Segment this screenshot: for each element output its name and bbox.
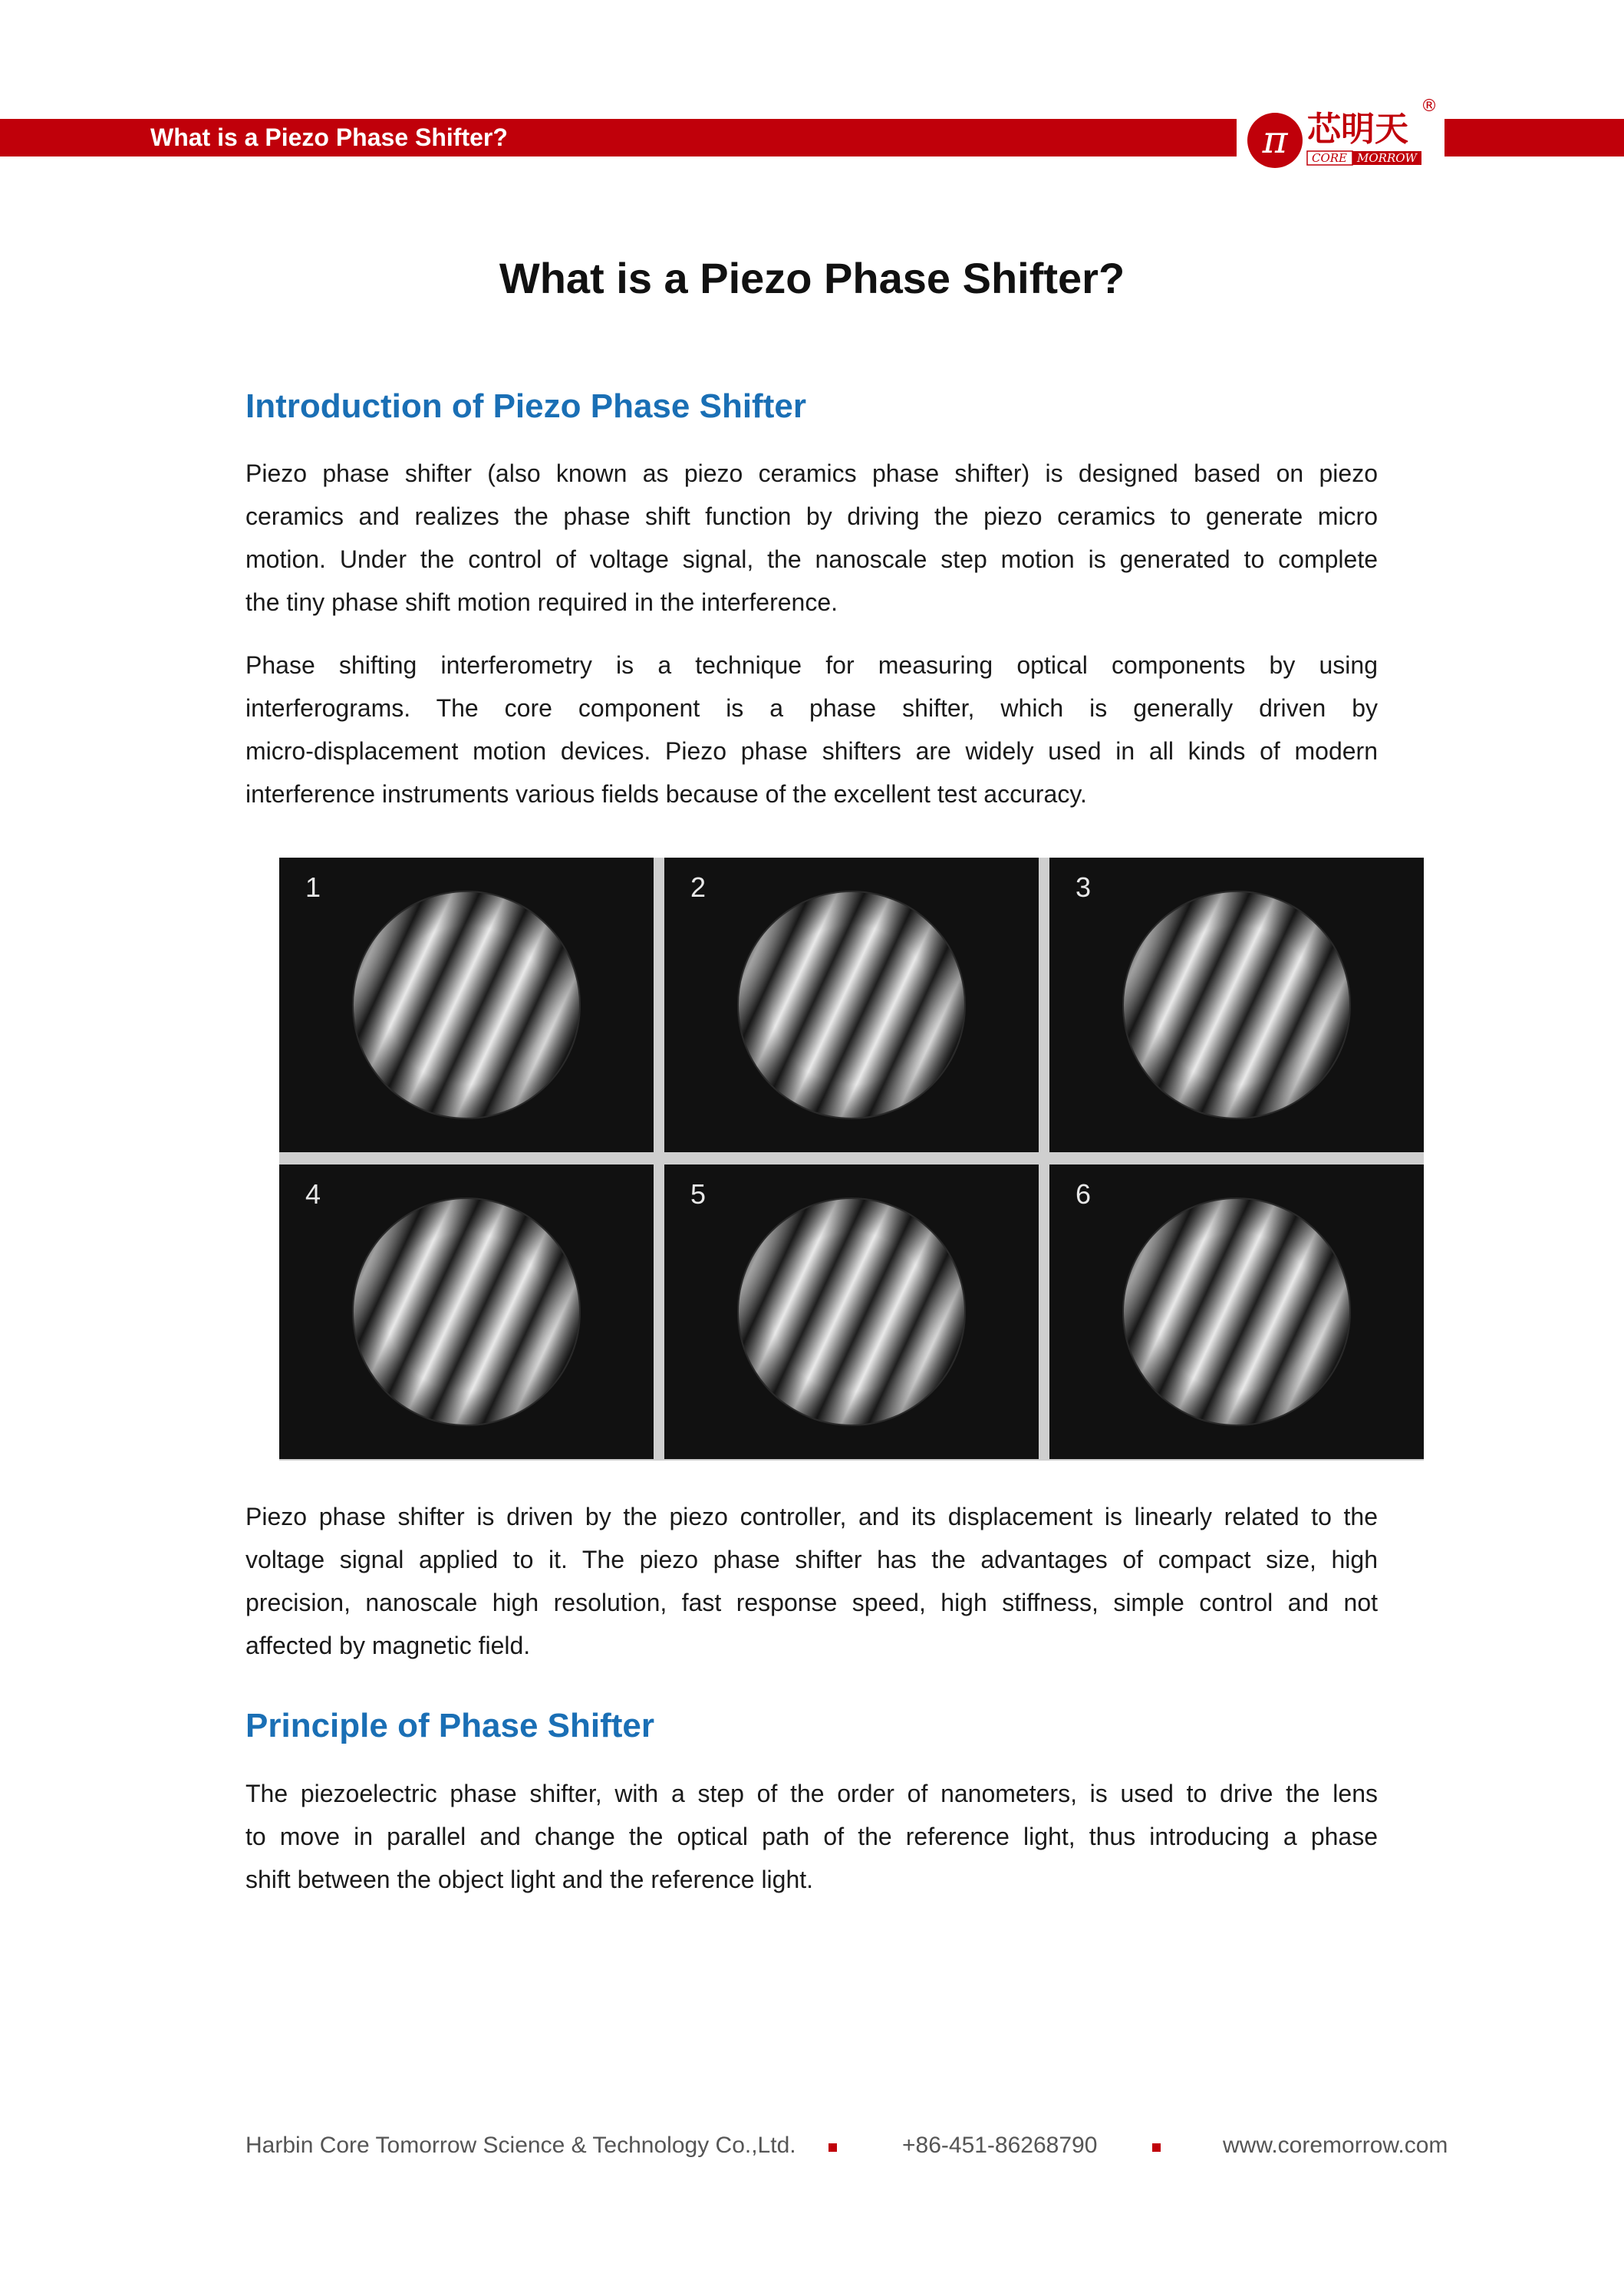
paragraph-intro-3	[245, 1495, 1378, 1667]
paragraph-intro-2	[245, 644, 1378, 815]
interferogram-panel	[279, 858, 654, 1152]
section-heading-principle: Principle of Phase Shifter	[245, 1707, 655, 1744]
footer-company: Harbin Core Tomorrow Science & Technology Co.,Ltd.	[245, 2133, 796, 2158]
interferogram-figure	[279, 858, 1424, 1461]
footer-separator	[1152, 2143, 1161, 2152]
company-logo	[1237, 96, 1444, 173]
panel-number: 3	[1076, 871, 1092, 903]
text-line: Piezo phase shifter (also known as piezo ceramics phase shifter) is designed based on piezo	[245, 460, 1378, 487]
text-line: ceramics and realizes the phase shift function by driving the piezo ceramics to generate micro	[245, 502, 1378, 530]
text-line: precision, nanoscale high resolution, fast response speed, high stiffness, simple control and not	[245, 1589, 1378, 1616]
header-band-right	[1444, 119, 1624, 156]
footer-website[interactable]: www.coremorrow.com	[1223, 2133, 1448, 2158]
footer-separator	[828, 2143, 837, 2152]
header-title: What is a Piezo Phase Shifter?	[150, 124, 508, 151]
section-heading-introduction: Introduction of Piezo Phase Shifter	[245, 387, 806, 425]
interferogram-panel	[664, 858, 1039, 1152]
text-line: micro-displacement motion devices. Piezo phase shifters are widely used in all kinds of modern	[245, 737, 1378, 765]
logo-cn-text: 芯明天	[1307, 110, 1408, 149]
text-line: affected by magnetic field.	[245, 1632, 531, 1659]
interferogram-panel	[1049, 1164, 1424, 1459]
text-line: The piezoelectric phase shifter, with a step of the order of nanometers, is used to drive the lens	[245, 1780, 1378, 1807]
text-line: Piezo phase shifter is driven by the piezo controller, and its displacement is linearly related to the	[245, 1503, 1378, 1530]
panel-number: 6	[1076, 1178, 1092, 1210]
panel-number: 1	[305, 871, 321, 903]
text-line: the tiny phase shift motion required in the interference.	[245, 588, 838, 616]
footer-phone: +86-451-86268790	[902, 2133, 1098, 2158]
text-line: voltage signal applied to it. The piezo phase shifter has the advantages of compact size, high	[245, 1546, 1378, 1573]
page-title: What is a Piezo Phase Shifter?	[499, 254, 1125, 302]
registered-mark: ®	[1421, 97, 1438, 116]
paragraph-intro-1	[245, 452, 1378, 624]
interferogram-panel	[1049, 858, 1424, 1152]
logo-en-core: CORE	[1311, 151, 1348, 165]
text-line: shift between the object light and the reference light.	[245, 1866, 814, 1893]
text-line: interference instruments various fields because of the excellent test accuracy.	[245, 780, 1087, 808]
text-line: interferograms. The core component is a phase shifter, which is generally driven by	[245, 694, 1378, 722]
interferogram-panel	[664, 1164, 1039, 1459]
text-line: to move in parallel and change the optical path of the reference light, thus introducing a phase	[245, 1823, 1378, 1850]
pi-icon: π	[1262, 117, 1288, 162]
paragraph-principle-1	[245, 1772, 1378, 1901]
text-line: Phase shifting interferometry is a technique for measuring optical components by using	[245, 651, 1378, 679]
panel-number: 4	[305, 1178, 321, 1210]
logo-en-morrow: MORROW	[1357, 151, 1417, 165]
page-footer	[245, 2133, 1448, 2166]
text-line: motion. Under the control of voltage signal, the nanoscale step motion is generated to complete	[245, 545, 1378, 573]
interferogram-panel	[279, 1164, 654, 1459]
panel-number: 5	[690, 1178, 707, 1210]
panel-number: 2	[690, 871, 707, 903]
